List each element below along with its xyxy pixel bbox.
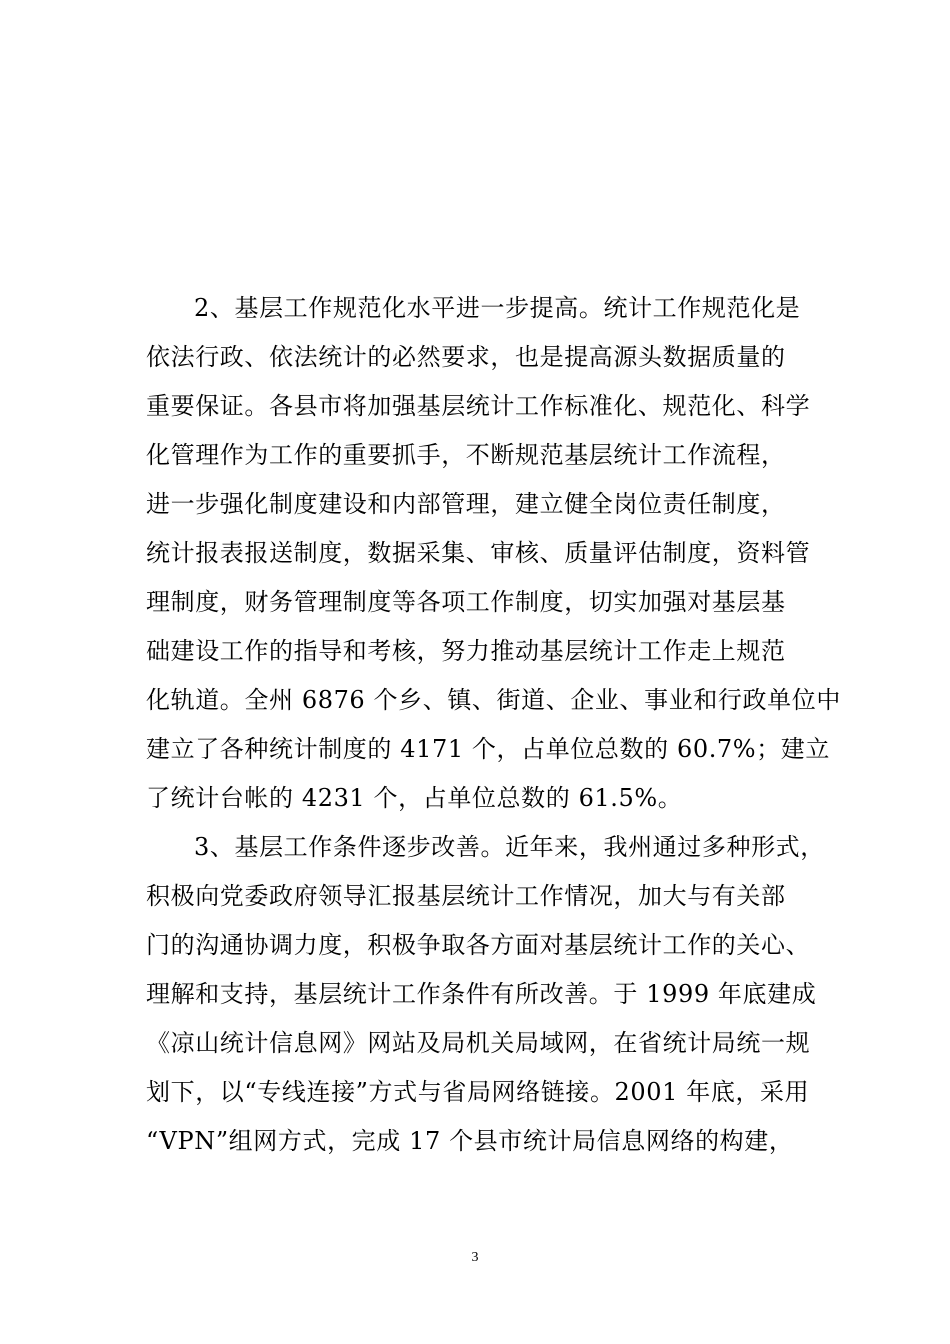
text-line: 础建设工作的指导和考核，努力推动基层统计工作走上规范	[146, 637, 786, 665]
text-line: 积极向党委政府领导汇报基层统计工作情况，加大与有关部	[146, 882, 786, 910]
text-line: 3、基层工作条件逐步改善。近年来，我州通过多种形式，	[194, 833, 825, 861]
text-line: 统计报表报送制度，数据采集、审核、质量评估制度，资料管	[146, 539, 811, 567]
text-line: “VPN”组网方式，完成 17 个县市统计局信息网络的构建，	[146, 1127, 794, 1155]
text-line: 依法行政、依法统计的必然要求，也是提高源头数据质量的	[146, 343, 786, 371]
paragraph-2	[146, 823, 825, 1166]
text-line: 划下，以“专线连接”方式与省局网络链接。2001 年底，采用	[146, 1078, 810, 1106]
paragraph-1	[146, 284, 841, 823]
text-line: 门的沟通协调力度，积极争取各方面对基层统计工作的关心、	[146, 931, 811, 959]
text-line: 进一步强化制度建设和内部管理，建立健全岗位责任制度，	[146, 490, 786, 518]
text-line: 2、基层工作规范化水平进一步提高。统计工作规范化是	[194, 294, 801, 322]
text-line: 建立了各种统计制度的 4171 个，占单位总数的 60.7%；建立	[146, 735, 831, 763]
text-line: 理制度，财务管理制度等各项工作制度，切实加强对基层基	[146, 588, 786, 616]
body-text	[146, 284, 841, 1166]
page-number: 3	[471, 1250, 479, 1265]
text-line: 化轨道。全州 6876 个乡、镇、街道、企业、事业和行政单位中	[146, 686, 841, 714]
text-line: 《凉山统计信息网》网站及局机关局域网，在省统计局统一规	[146, 1029, 811, 1057]
text-line: 理解和支持，基层统计工作条件有所改善。于 1999 年底建成	[146, 980, 817, 1008]
text-line: 化管理作为工作的重要抓手，不断规范基层统计工作流程，	[146, 441, 786, 469]
text-line: 了统计台帐的 4231 个，占单位总数的 61.5%。	[146, 784, 683, 812]
text-line: 重要保证。各县市将加强基层统计工作标准化、规范化、科学	[146, 392, 811, 420]
